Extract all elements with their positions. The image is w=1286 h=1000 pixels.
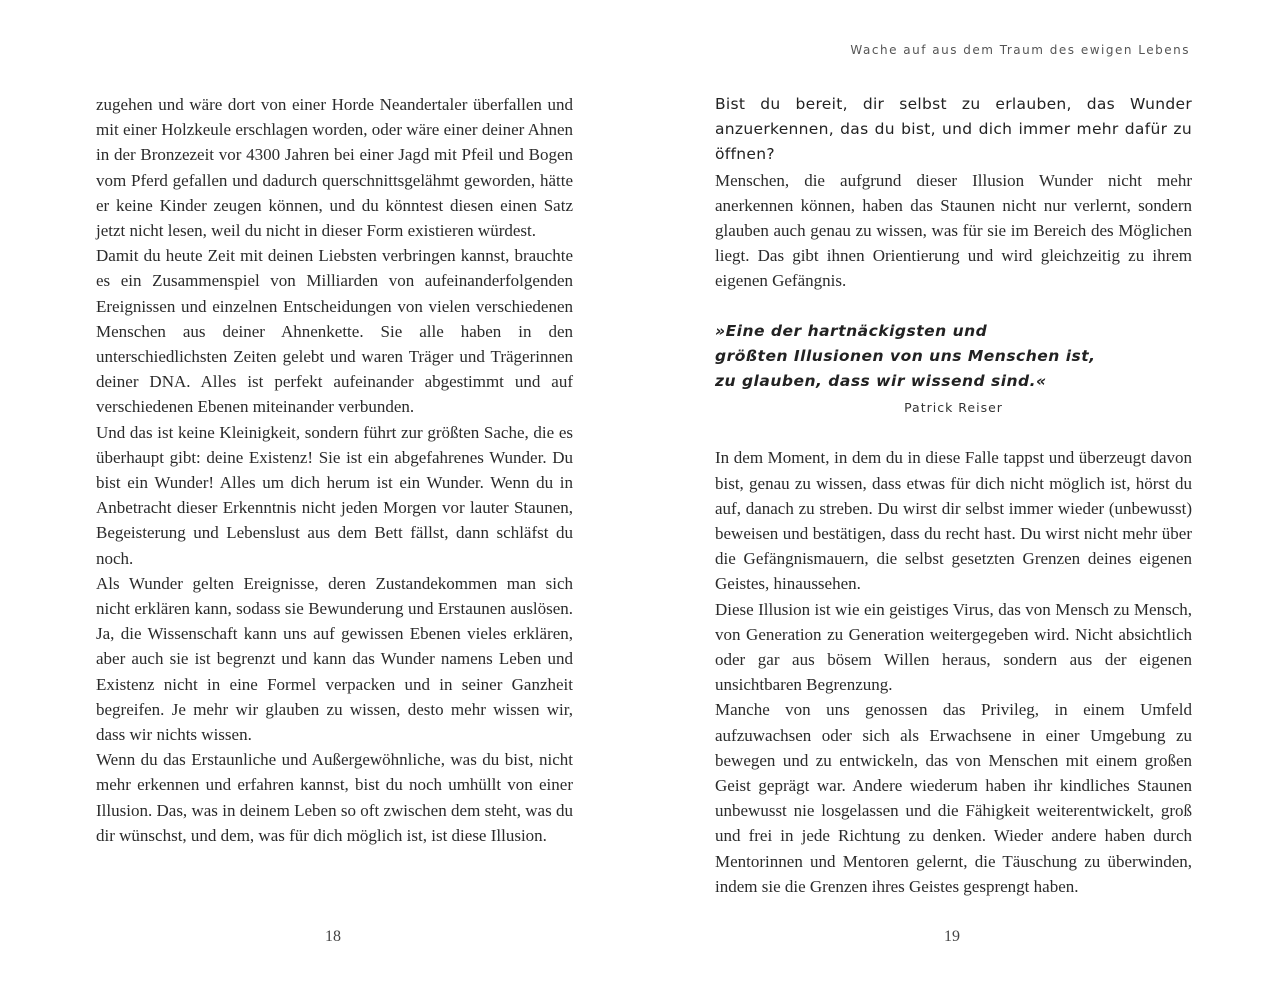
quote-text: »Eine der hartnäckigsten und größten Illusionen von uns Menschen ist, zu glauben, dass wir wissend sind.« [715,321,1096,391]
quote-author: Patrick Reiser [904,400,1003,416]
right-paragraph-1: In dem Moment, in dem du in diese Falle tappst und überzeugt davon bist, genau zu wissen, dass etwas für dich nicht möglich ist, hörst du auf, danach zu streben. Du wirst dir selbst immer wieder (unbewusst) beweisen und bestätigen, dass du recht hast. Du wirst nicht mehr über die Gefängnismauern, die selbst gesetzten Grenzen deines eigenen Geistes, hinaussehen. [715,448,1192,594]
left-paragraph-5: Wenn du das Erstaunliche und Außergewöhnliche, was du bist, nicht mehr erkennen und erfahren kannst, bist du noch umhüllt von einer Illusion. Das, was in deinem Leben so oft zwischen dem steht, was du dir wünschst, und dem, was für dich möglich ist, ist diese Illusion. [96,750,573,845]
left-paragraph-2: Damit du heute Zeit mit deinen Liebsten verbringen kannst, brauchte es ein Zusammenspiel von Milliarden von aufeinanderfolgenden Ereignissen und einzelnen Entscheidungen von vielen verschiedenen Menschen aus deiner Ahnenkette. Sie alle haben in den unterschiedlichsten Zeiten gelebt und waren Träger und Trägerinnen deiner DNA. Alles ist perfekt aufeinander abgestimmt und auf verschiedenen Ebenen miteinander verbunden. [96,246,573,417]
left-page-number: 18 [325,928,341,945]
pull-quote [715,319,1192,421]
running-header: Wache auf aus dem Traum des ewigen Lebens [850,43,1190,57]
right-page [643,0,1286,1000]
right-paragraph-before-quote: Menschen, die aufgrund dieser Illusion Wunder nicht mehr anerkennen können, haben das Staunen nicht nur verlernt, sondern glauben auch genau zu wissen, was für sie im Bereich des Möglichen liegt. Das gibt ihnen Orientierung und wird gleichzeitig zu ihrem eigenen Gefängnis. [715,170,1192,291]
left-paragraph-3: Und das ist keine Kleinigkeit, sondern führt zur größten Sache, die es überhaupt gibt: deine Existenz! Sie ist ein abgefahrenes Wunder. Du bist ein Wunder! Alles um dich herum ist ein Wunder. Wenn du in Anbetracht dieser Erkenntnis nicht jeden Morgen vor lauter Staunen, Begeisterung und Lebenslust aus dem Bett fällst, dann schläfst du noch. [96,422,573,568]
left-paragraph-4: Als Wunder gelten Ereignisse, deren Zustandekommen man sich nicht erklären kann, sodass sie Bewunderung und Erstaunen auslösen. Ja, die Wissenschaft kann uns auf gewissen Ebenen vieles erklären, aber auch sie ist begrenzt und kann das Wunder namens Leben und Existenz nicht in eine Formel verpacken und in seiner Ganzheit begreifen. Je mehr wir glauben zu wissen, desto mehr wissen wir, dass wir nichts wissen. [96,573,573,745]
left-paragraph-1: zugehen und wäre dort von einer Horde Neandertaler überfallen und mit einer Holzkeule erschlagen worden, oder wäre einer deiner Ahnen in der Bronzezeit vor 4300 Jahren bei einer Jagd mit Pfeil und Bogen vom Pferd gefallen und dadurch querschnittsgelähmt geworden, hätte er keine Kinder zeugen können, und du könntest diesen einen Satz jetzt nicht lesen, weil du nicht in dieser Form existieren würdest. [96,95,573,241]
right-paragraph-2: Diese Illusion ist wie ein geistiges Virus, das von Mensch zu Mensch, von Generation zu Generation weitergegeben wird. Nicht absichtlich oder gar aus bösem Willen heraus, sondern aus der eigenen unsichtbaren Begrenzung. [715,599,1192,695]
right-text-column [715,92,1192,899]
right-paragraph-3: Manche von uns genossen das Privileg, in einem Umfeld aufzuwachsen oder sich als Erwachsene in einer Umgebung zu bewegen und zu entwickeln, das von Menschen mit einem großen Geist geprägt war. Andere wiederum haben ihr kindliches Staunen unbewusst nie losgelassen und die Fähigkeit weiterentwickelt, groß und frei in jede Richtung zu denken. Wieder andere haben durch Mentorinnen und Mentoren gelernt, die Täuschung zu überwinden, indem sie die Grenzen ihres Geistes gesprengt haben. [715,700,1192,896]
lead-question: Bist du bereit, dir selbst zu erlauben, das Wunder anzuerkennen, das du bist, und dich immer mehr dafür zu öffnen? [715,95,1192,164]
right-page-number: 19 [944,928,960,945]
left-text-column [96,92,573,848]
